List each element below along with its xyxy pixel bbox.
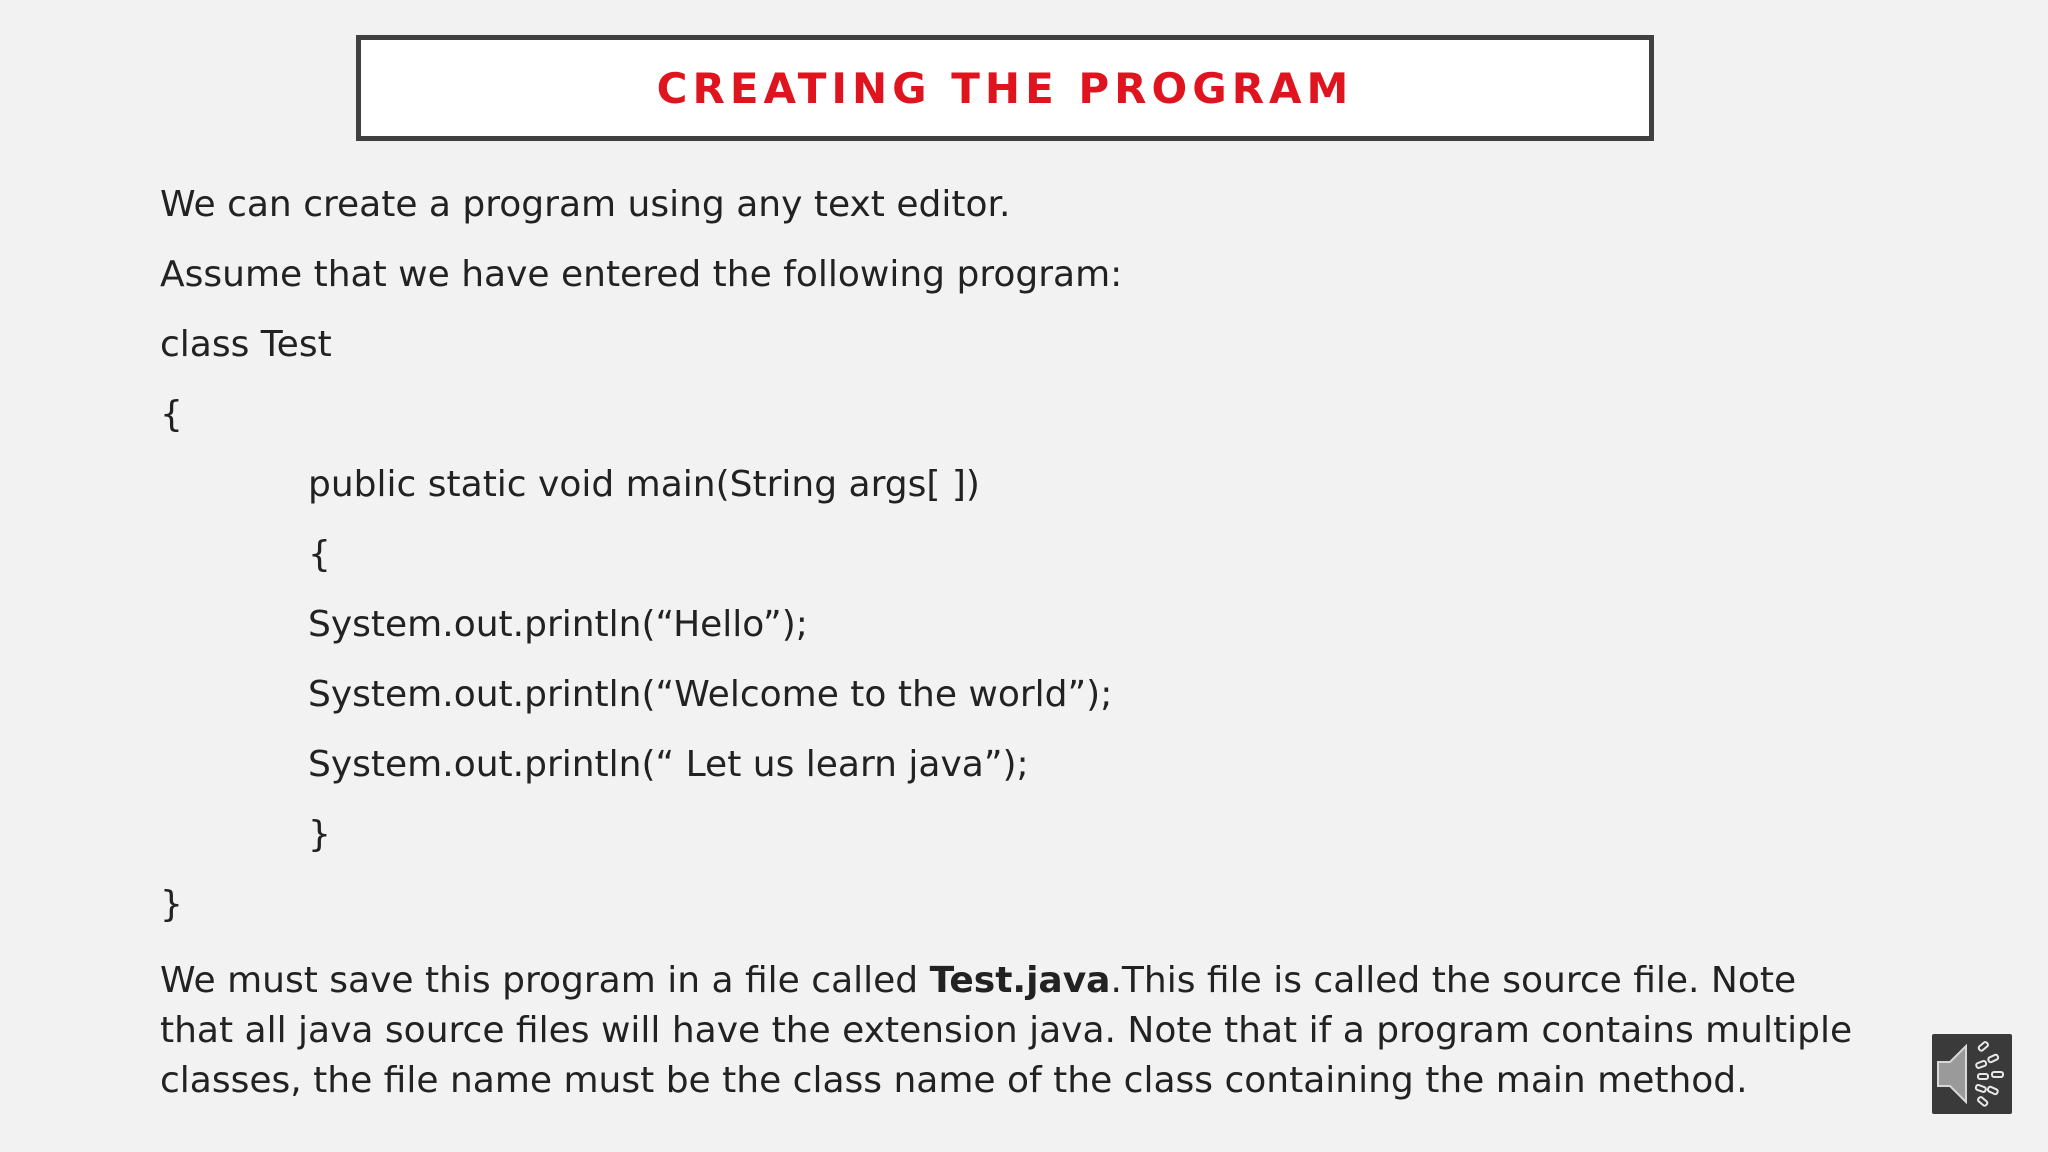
code-line-println-welcome: System.out.println(“Welcome to the world”);: [308, 674, 1113, 715]
code-line-println-java: System.out.println(“ Let us learn java”);: [308, 744, 1029, 785]
body-line-1: We can create a program using any text editor.: [160, 184, 1011, 225]
speaker-icon: [1932, 1034, 2012, 1114]
paragraph-text-after: .This file is called the source file. Note that all java source files will have the extension java. Note that if a program contains multiple classes, the file name must be the class name of the class containing the main method.: [160, 960, 1853, 1101]
audio-button[interactable]: [1932, 1034, 2012, 1114]
code-line-open-brace: {: [160, 394, 183, 435]
slide-title: CREATING THE PROGRAM: [656, 63, 1354, 113]
code-line-main-open-brace: {: [308, 534, 331, 575]
code-line-main-signature: public static void main(String args[ ]): [308, 464, 980, 505]
body-line-2: Assume that we have entered the following program:: [160, 254, 1123, 295]
code-line-main-close-brace: }: [308, 814, 331, 855]
explanation-paragraph: [160, 956, 1860, 1106]
code-line-close-brace: }: [160, 884, 183, 925]
title-box: [356, 35, 1654, 141]
code-line-class: class Test: [160, 324, 332, 365]
code-line-println-hello: System.out.println(“Hello”);: [308, 604, 808, 645]
paragraph-text-before: We must save this program in a file called: [160, 960, 930, 1001]
filename-bold: Test.java: [929, 960, 1111, 1001]
